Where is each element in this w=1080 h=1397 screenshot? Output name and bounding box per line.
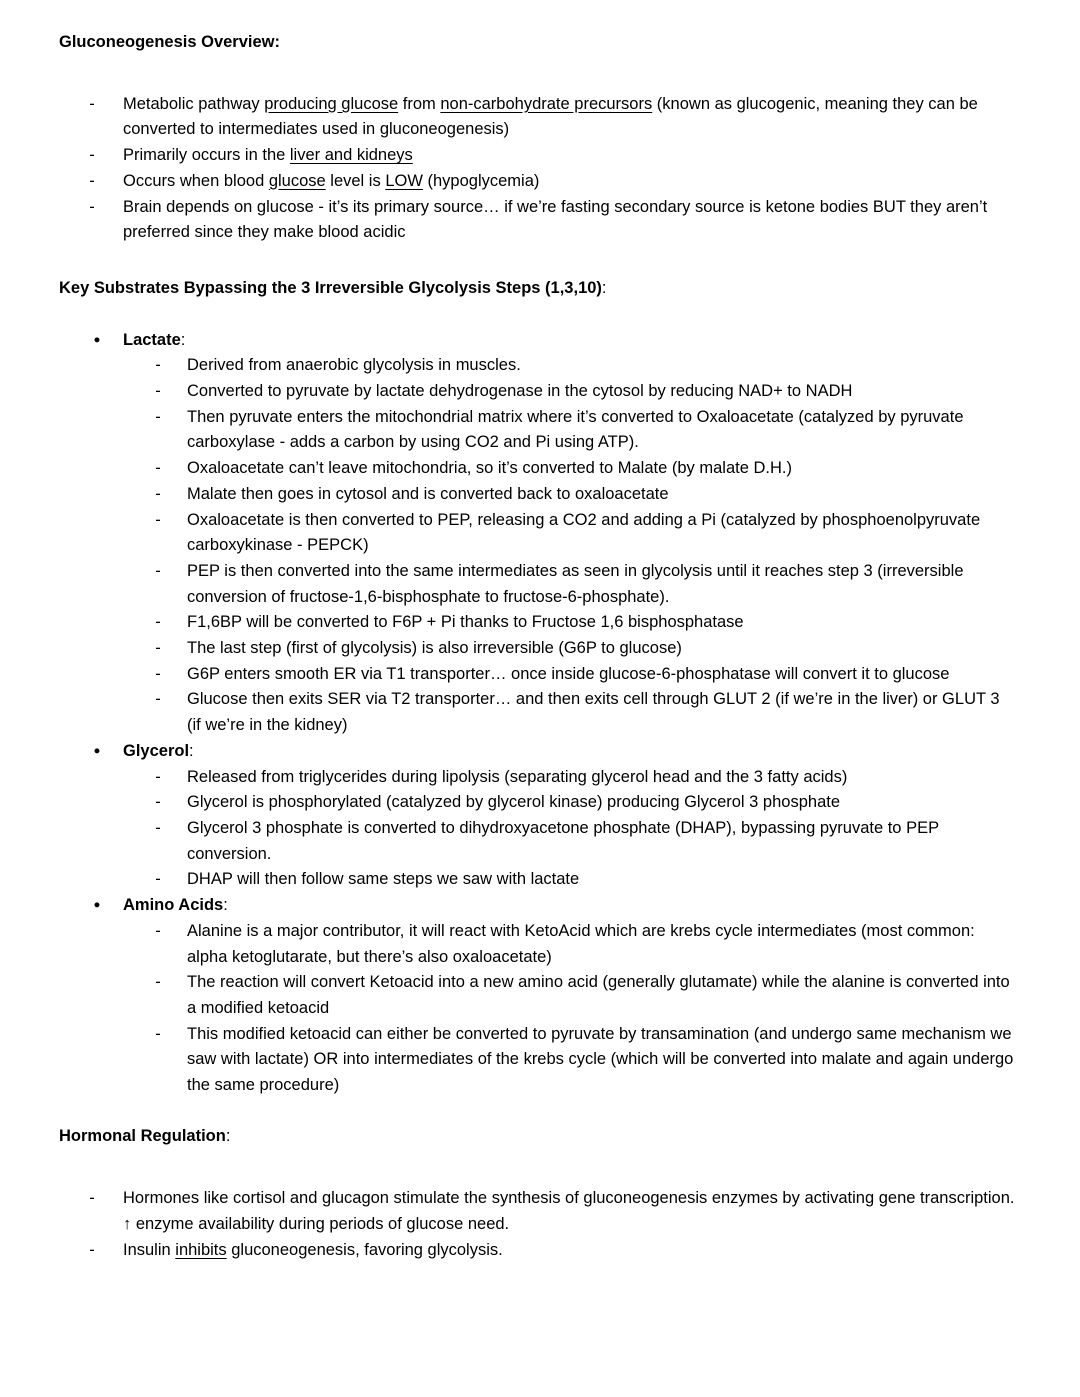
list-item: [59, 1186, 1016, 1237]
dash-marker: -: [155, 484, 161, 503]
text-run: Amino Acids: [123, 896, 224, 915]
list-item: [59, 379, 1016, 405]
list-item-text: [187, 1025, 1013, 1094]
bullet-marker: ●: [93, 333, 101, 346]
list-item: [59, 353, 1016, 379]
text-run: Hormonal Regulation: [59, 1126, 226, 1145]
list-item-text: [123, 172, 539, 190]
text-run: non-carbohydrate precursors: [440, 94, 653, 113]
list-item-text: [123, 896, 228, 914]
text-run: Key Substrates Bypassing the 3 Irreversible Glycolysis Steps (1,3,10): [59, 278, 602, 297]
text-run: This modified ketoacid can either be converted to pyruvate by transamination (and undergo same mechanism we saw with lactate) OR into intermediates of the krebs cycle (which will be converted into malate and again undergo the same procedure): [187, 1024, 1014, 1095]
text-run: Glycerol is phosphorylated (catalyzed by glycerol kinase) producing Glycerol 3 phosphate: [187, 793, 841, 812]
list-item-text: [187, 922, 975, 966]
text-run: from: [398, 94, 441, 113]
list-item-text: [123, 331, 185, 349]
text-run: Glucose then exits SER via T2 transporter… and then exits cell through GLUT 2 (if we’re in the liver) or GLUT 3 (if we’re in the kidney): [187, 690, 1000, 735]
text-run: Released from triglycerides during lipolysis (separating glycerol head and the 3 fatty acids): [187, 767, 848, 786]
text-run: :: [189, 741, 194, 760]
text-run: Lactate: [123, 330, 181, 349]
list-item-text: [187, 408, 964, 452]
list-item: [59, 662, 1016, 688]
list-item-text: [187, 356, 521, 374]
text-run: glucose: [268, 171, 326, 190]
heading-hormonal-regulation: [59, 1124, 1016, 1150]
list-item: [59, 919, 1016, 970]
dash-marker: -: [89, 146, 95, 165]
dash-marker: -: [155, 639, 161, 658]
text-run: Oxaloacetate can’t leave mitochondria, so it’s converted to Malate (by malate D.H.): [187, 459, 792, 478]
list-item-text: [187, 511, 980, 555]
text-run: Oxaloacetate is then converted to PEP, releasing a CO2 and adding a Pi (catalyzed by phosphoenolpyruvate carboxykinase - PEPCK): [187, 510, 981, 555]
text-run: DHAP will then follow same steps we saw with lactate: [187, 870, 580, 889]
text-run: Malate then goes in cytosol and is converted back to oxaloacetate: [187, 484, 669, 503]
list-item-text: [123, 742, 194, 760]
dash-marker: -: [155, 510, 161, 529]
heading-gluconeogenesis-overview: [59, 30, 1016, 56]
bullet-marker: ●: [93, 744, 101, 757]
dash-marker: -: [155, 870, 161, 889]
text-run: Hormones like cortisol and glucagon stimulate the synthesis of gluconeogenesis enzymes by activating gene transcription. ↑ enzyme availability during periods of glucose need.: [123, 1189, 1015, 1234]
dash-marker: -: [89, 94, 95, 113]
list-item: [59, 169, 1016, 195]
list-item-text: [123, 146, 413, 164]
list-item: [59, 816, 1016, 867]
text-run: :: [225, 1126, 231, 1145]
list-item-text: [187, 870, 579, 888]
hormonal-regulation-list: [59, 1186, 1016, 1263]
text-run: F1,6BP will be converted to F6P + Pi thanks to Fructose 1,6 bisphosphatase: [187, 613, 744, 632]
list-item-text: [187, 690, 1000, 734]
list-item-text: [187, 562, 964, 606]
overview-list: [59, 92, 1016, 246]
text-run: liver and kidneys: [289, 146, 413, 165]
substrates-list: [59, 328, 1016, 1099]
list-item: [59, 1022, 1016, 1099]
list-item: [59, 456, 1016, 482]
dash-marker: -: [155, 664, 161, 683]
list-item: [59, 790, 1016, 816]
text-run: :: [601, 278, 607, 297]
list-item: [59, 610, 1016, 636]
text-run: :: [180, 330, 186, 349]
text-run: The last step (first of glycolysis) is also irreversible (G6P to glucose): [187, 639, 682, 658]
text-run: inhibits: [175, 1240, 227, 1259]
text-run: The reaction will convert Ketoacid into a new amino acid (generally glutamate) while the alanine is converted into a modified ketoacid: [187, 973, 1010, 1017]
list-item: [59, 195, 1016, 246]
list-item-text: [187, 382, 852, 400]
list-item: [59, 508, 1016, 559]
list-item-text: [187, 639, 682, 657]
dash-marker: -: [155, 1024, 161, 1043]
list-item-text: [187, 768, 847, 786]
list-item-text: [123, 1189, 1014, 1233]
dash-marker: -: [155, 690, 161, 709]
text-run: :: [223, 896, 228, 915]
dash-marker: -: [155, 767, 161, 786]
text-run: LOW: [385, 171, 423, 190]
dash-marker: -: [155, 793, 161, 812]
text-run: Brain depends on glucose - it’s its primary source… if we’re fasting secondary source is ketone bodies BUT they aren’t preferred since they make blood acidic: [123, 197, 988, 242]
text-run: Primarily occurs in the: [123, 146, 290, 165]
list-item: [59, 970, 1016, 1021]
dash-marker: -: [155, 973, 161, 992]
list-item-text: [187, 973, 1010, 1017]
list-item-text: [123, 198, 987, 242]
text-run: G6P enters smooth ER via T1 transporter… once inside glucose-6-phosphatase will convert it to glucose: [187, 664, 950, 683]
text-run: (known as glucogenic, meaning they can be converted to intermediates used in gluconeogenesis): [123, 94, 978, 139]
text-run: (hypoglycemia): [422, 171, 540, 190]
text-run: Insulin: [123, 1240, 176, 1259]
list-item: [59, 92, 1016, 143]
dash-marker: -: [155, 818, 161, 837]
bullet-marker: ●: [93, 899, 101, 912]
text-run: Metabolic pathway: [123, 94, 265, 113]
dash-marker: -: [155, 613, 161, 632]
dash-marker: -: [155, 407, 161, 426]
list-item-text: [187, 665, 949, 683]
list-item: [59, 328, 1016, 354]
document-body: [59, 30, 1016, 1264]
text-run: producing glucose: [264, 94, 399, 113]
list-item: [59, 765, 1016, 791]
dash-marker: -: [89, 171, 95, 190]
dash-marker: -: [155, 356, 161, 375]
list-item: [59, 687, 1016, 738]
text-run: gluconeogenesis, favoring glycolysis.: [226, 1240, 503, 1259]
list-item: [59, 482, 1016, 508]
text-run: level is: [325, 171, 386, 190]
list-item-text: [187, 793, 840, 811]
list-item: [59, 559, 1016, 610]
text-run: Glycerol: [123, 741, 190, 760]
list-item-text: [187, 819, 939, 863]
list-item: [59, 1238, 1016, 1264]
list-item: [59, 143, 1016, 169]
dash-marker: -: [89, 1189, 95, 1208]
heading-key-substrates: [59, 276, 1016, 302]
list-item: [59, 739, 1016, 765]
text-run: Converted to pyruvate by lactate dehydrogenase in the cytosol by reducing NAD+ to NADH: [187, 382, 853, 401]
list-item: [59, 867, 1016, 893]
list-item: [59, 893, 1016, 919]
dash-marker: -: [155, 921, 161, 940]
dash-marker: -: [155, 561, 161, 580]
list-item-text: [123, 1241, 503, 1259]
text-run: Glycerol 3 phosphate is converted to dihydroxyacetone phosphate (DHAP), bypassing pyruvate to PEP conversion.: [187, 818, 939, 863]
dash-marker: -: [155, 459, 161, 478]
list-item-text: [187, 459, 792, 477]
list-item: [59, 636, 1016, 662]
text-run: Derived from anaerobic glycolysis in muscles.: [187, 356, 521, 375]
list-item-text: [123, 95, 978, 139]
text-run: Gluconeogenesis Overview:: [59, 33, 280, 51]
text-run: Occurs when blood: [123, 171, 269, 190]
text-run: Alanine is a major contributor, it will react with KetoAcid which are krebs cycle intermediates (most common: alpha ketoglutarate, but there’s also oxaloacetate): [187, 921, 975, 966]
dash-marker: -: [89, 1240, 95, 1259]
list-item-text: [187, 613, 744, 631]
text-run: Then pyruvate enters the mitochondrial matrix where it’s converted to Oxaloacetate (catalyzed by pyruvate carboxylase - adds a carbon by using CO2 and Pi using ATP).: [187, 407, 964, 452]
text-run: PEP is then converted into the same intermediates as seen in glycolysis until it reaches step 3 (irreversible conversion of fructose-1,6-bisphosphate to fructose-6-phosphate).: [187, 561, 964, 606]
list-item: [59, 405, 1016, 456]
dash-marker: -: [155, 382, 161, 401]
dash-marker: -: [89, 197, 95, 216]
list-item-text: [187, 485, 669, 503]
